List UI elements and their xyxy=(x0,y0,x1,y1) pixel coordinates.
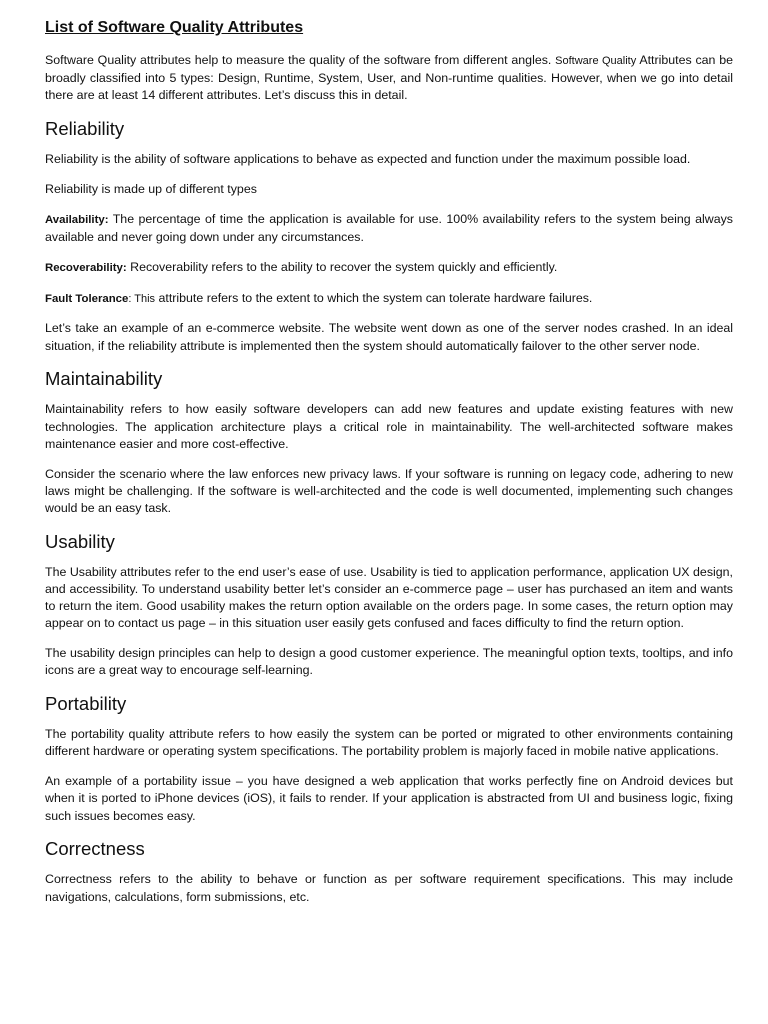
recoverability-text: Recoverability refers to the ability to recover the system quickly and efficiently. xyxy=(126,259,558,274)
usability-paragraph-2: The usability design principles can help to design a good customer experience. The meaningful option texts, tooltips, and info icons are a great way to encourage self-learning. xyxy=(45,646,733,678)
reliability-paragraph-2: Reliability is made up of different types xyxy=(45,182,257,196)
heading-correctness: Correctness xyxy=(45,838,145,860)
intro-small-text: Software Quality xyxy=(555,55,637,67)
fault-tolerance-paragraph xyxy=(45,290,733,308)
availability-paragraph xyxy=(45,211,733,246)
intro-text-part1: Software Quality attributes help to measure the quality of the software from different angles. xyxy=(45,53,556,67)
recoverability-term: Recoverability: xyxy=(45,261,127,274)
availability-term: Availability: xyxy=(45,213,109,226)
correctness-paragraph-1: Correctness refers to the ability to behave or function as per software requirement specifications. This may include navigations, calculations, form submissions, etc. xyxy=(45,872,733,904)
heading-portability: Portability xyxy=(45,693,127,715)
maintainability-paragraph-1: Maintainability refers to how easily software developers can add new features and update existing features with new technologies. The application architecture plays a critical role in maintainability. The well-architected software makes maintenance easier and more cost-effective. xyxy=(45,402,733,451)
recoverability-paragraph xyxy=(45,259,733,277)
intro-text-part2: Attributes can be broadly classified into 5 types: Design, Runtime, System, User, and Non-runtime qualities. However, when we go into detail there are at least 14 different attributes. Let’s discuss this in detail. xyxy=(45,53,734,103)
fault-tolerance-small-text: : This xyxy=(128,292,156,305)
maintainability-paragraph-2: Consider the scenario where the law enforces new privacy laws. If your software is running on legacy code, adhering to new laws might be challenging. If the software is well-architected and the code is well documented, implementing such changes would be an easy task. xyxy=(45,466,733,515)
portability-paragraph-1: The portability quality attribute refers to how easily the system can be ported or migrated to other environments containing different hardware or operating system specifications. The portability problem is majorly faced in mobile native applications. xyxy=(45,727,733,759)
fault-tolerance-text: attribute refers to the extent to which the system can tolerate hardware failures. xyxy=(155,290,593,305)
reliability-paragraph-1: Reliability is the ability of software applications to behave as expected and function under the maximum possible load. xyxy=(45,152,691,167)
portability-paragraph-2: An example of a portability issue – you have designed a web application that works perfectly fine on Android devices but when it is ported to iPhone devices (iOS), it fails to render. If your application is abstracted from UI and business logic, fixing such issues becomes easy. xyxy=(45,774,733,823)
reliability-paragraph-3: Let’s take an example of an e-commerce website. The website went down as one of the server nodes crashed. In an ideal situation, if the reliability attribute is implemented then the system should automatically failover to the other server node. xyxy=(45,321,733,353)
heading-maintainability: Maintainability xyxy=(45,368,163,390)
document-page xyxy=(45,18,733,918)
intro-paragraph xyxy=(45,52,733,105)
availability-text: The percentage of time the application is available for use. 100% availability refers to the system being always available and never going down under any circumstances. xyxy=(45,211,733,244)
document-title: List of Software Quality Attributes xyxy=(45,19,304,36)
usability-paragraph-1: The Usability attributes refer to the end user’s ease of use. Usability is tied to application performance, application UX design, and accessibility. To understand usability better let’s consider an e-commerce page – user has purchased an item and wants to return the item. Good usability makes the return option available on the orders page. In some cases, the return option may appear on to contact us page – in this situation user easily gets confused and faces difficulty to find the return option. xyxy=(45,564,733,631)
heading-reliability: Reliability xyxy=(45,118,125,140)
fault-tolerance-term: Fault Tolerance xyxy=(45,292,129,305)
heading-usability: Usability xyxy=(45,530,115,552)
